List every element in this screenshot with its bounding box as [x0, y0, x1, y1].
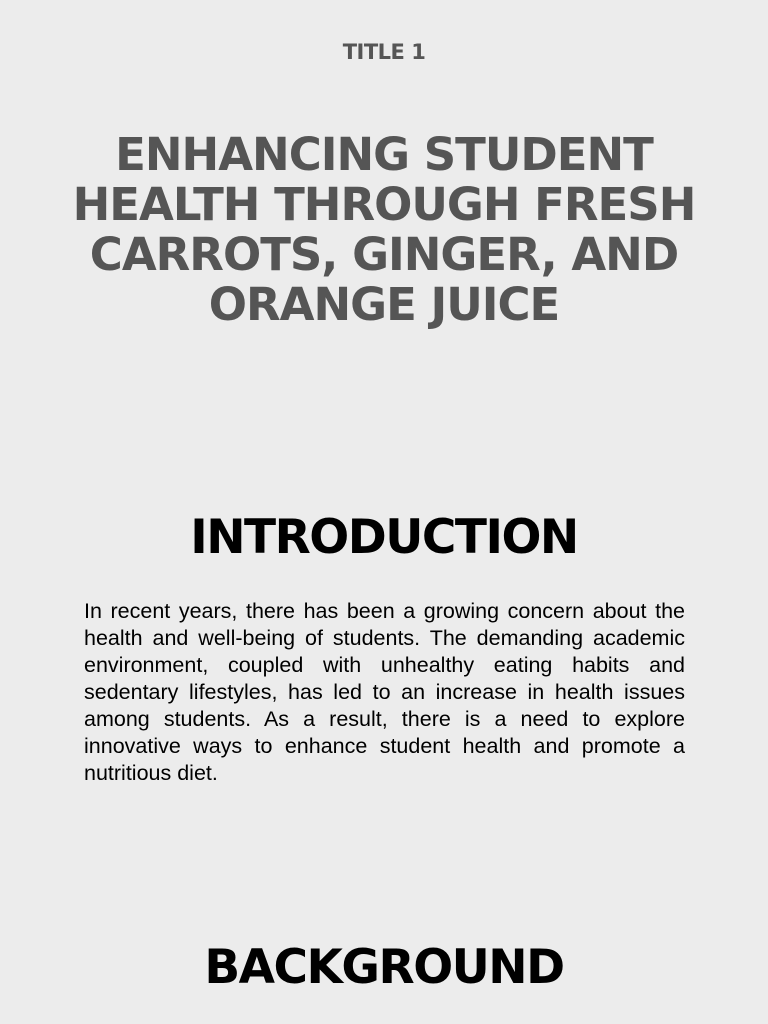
background-heading: BACKGROUND [204, 940, 564, 995]
kicker-label: TITLE 1 [342, 40, 426, 64]
introduction-heading: INTRODUCTION [190, 510, 578, 565]
introduction-paragraph: In recent years, there has been a growing concern about the health and well-being of students. The demanding academic environment, coupled with unhealthy eating habits and sedentary lifestyles, has led to an increase in health issues among students. As a result, there is a need to explore innovative ways to enhance student health and promote a nutritious diet. [84, 599, 685, 785]
document-title: ENHANCING STUDENT HEALTH THROUGH FRESH CARROTS, GINGER, AND ORANGE JUICE [72, 128, 696, 331]
